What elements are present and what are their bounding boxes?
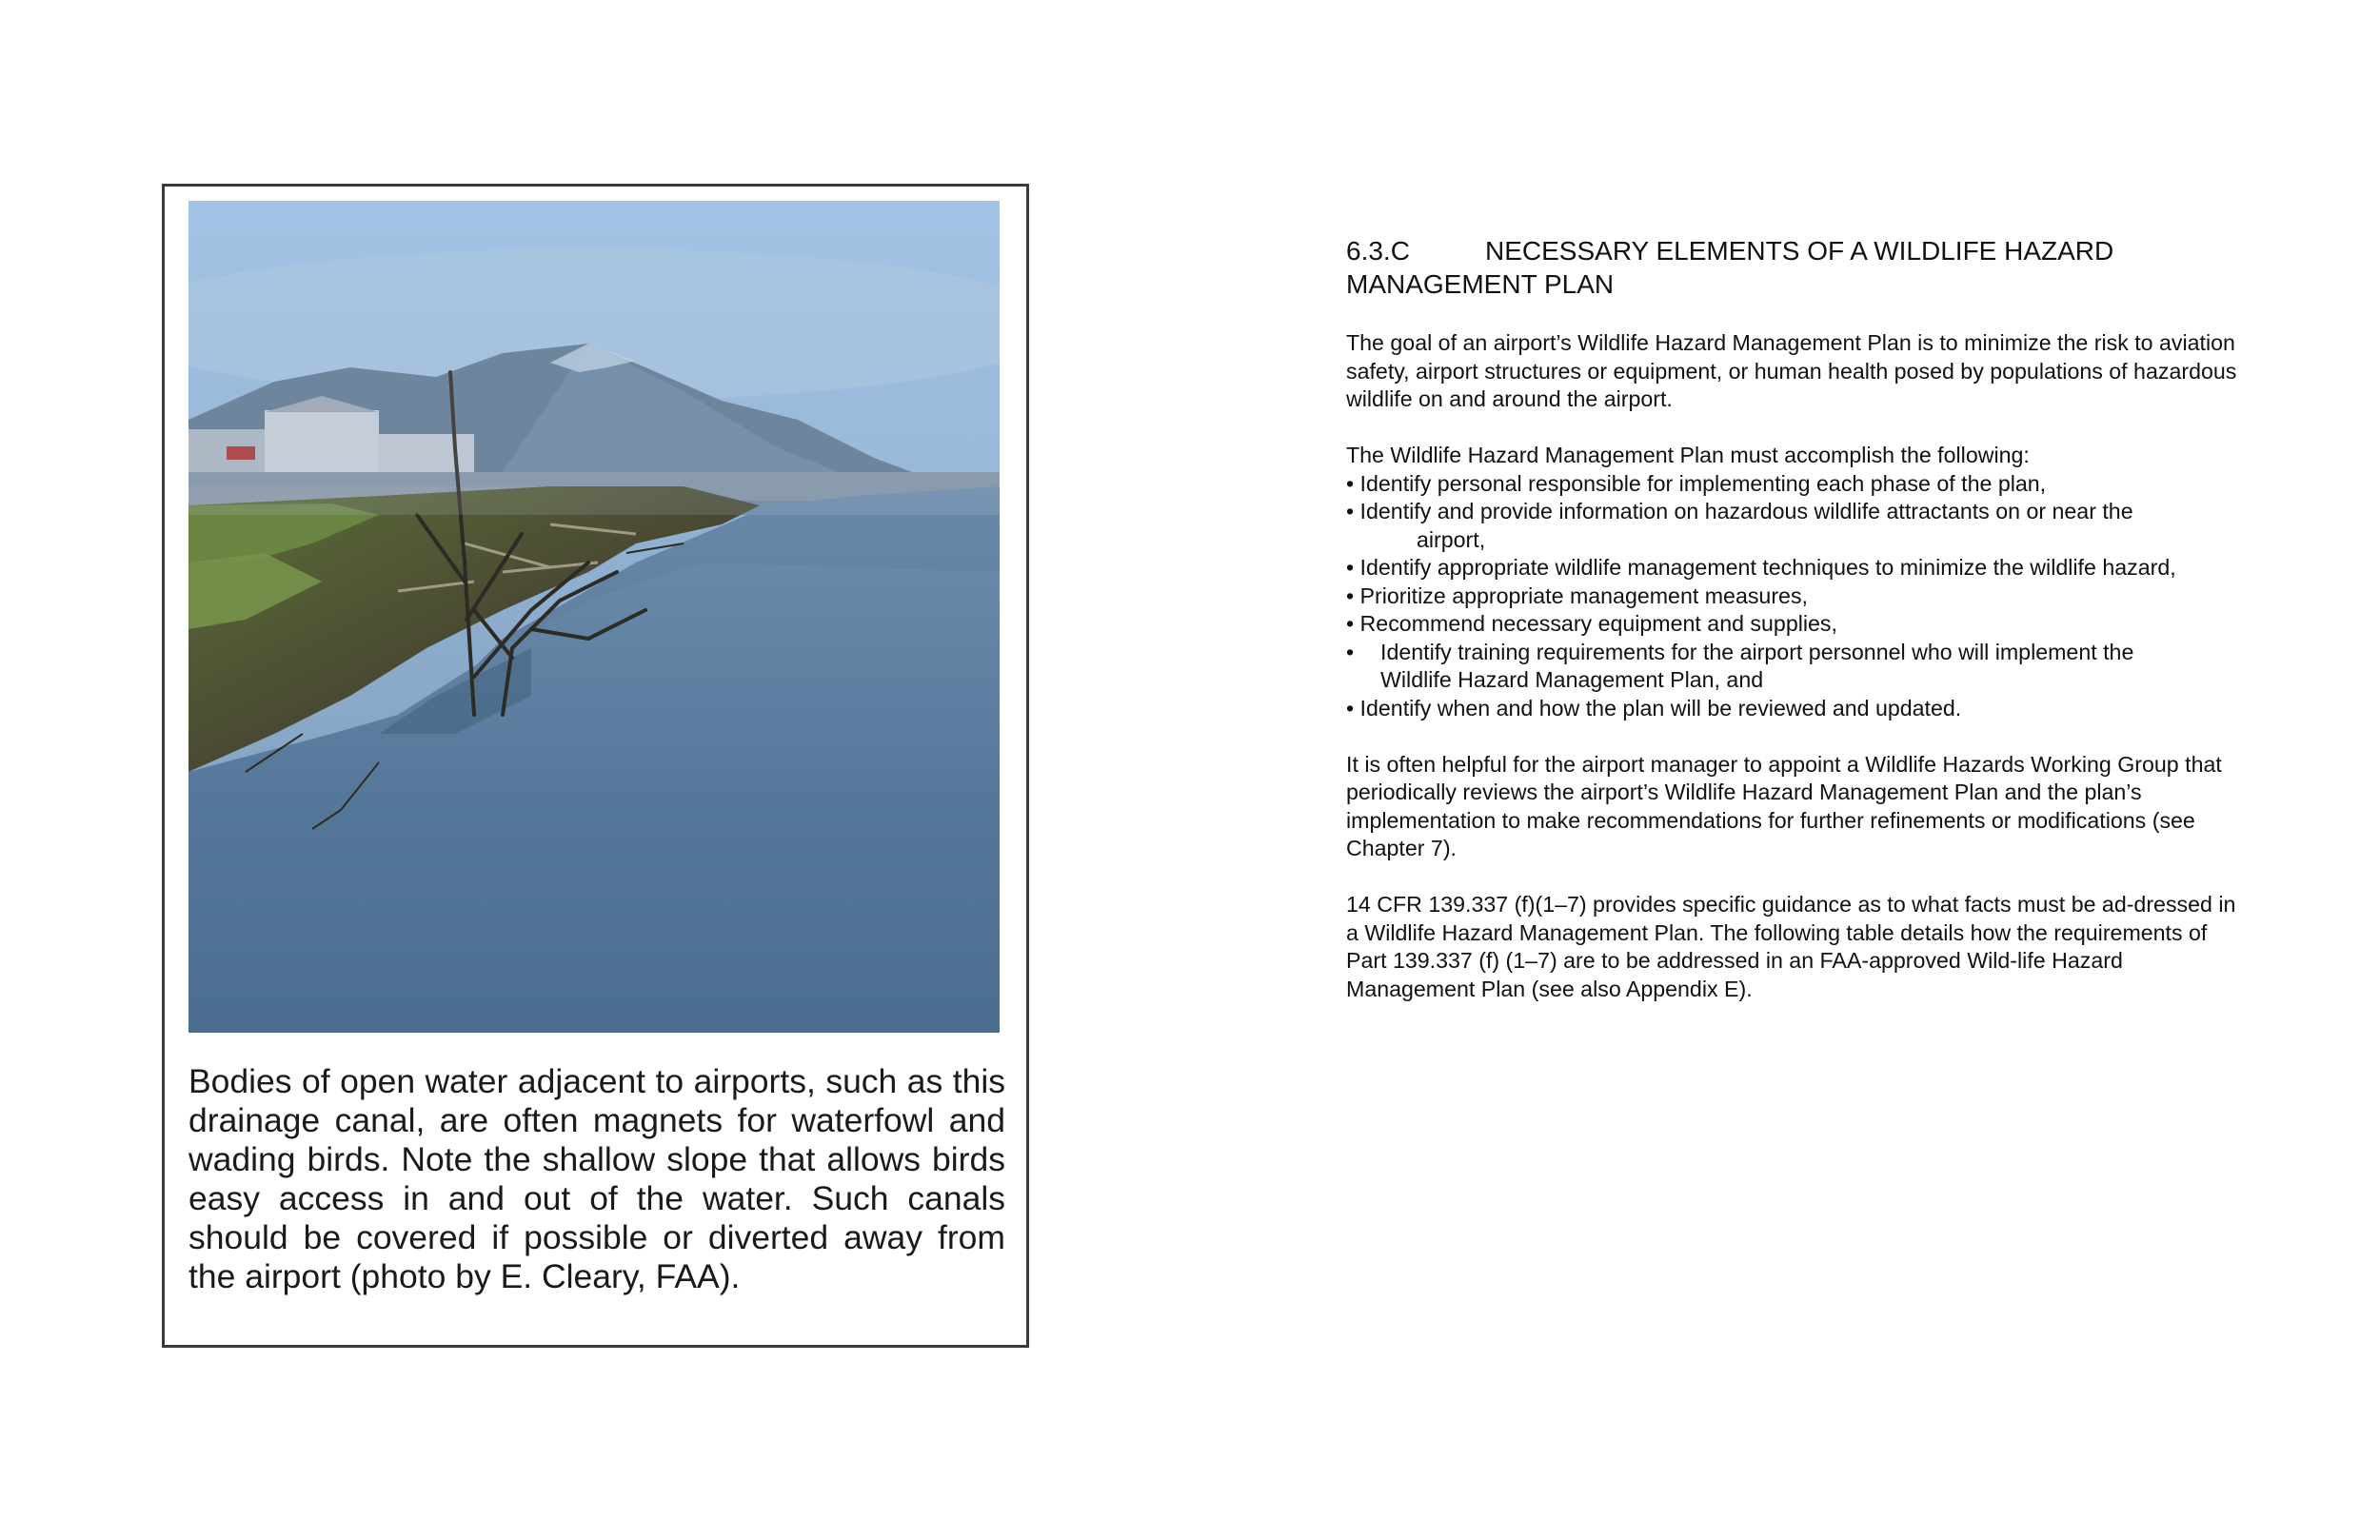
- list-item: • Identify appropriate wildlife management techniques to minimize the wildlife hazard,: [1346, 555, 2176, 580]
- list-intro: The Wildlife Hazard Management Plan must accomplish the following:: [1346, 443, 2030, 467]
- intro-paragraph: The goal of an airport’s Wildlife Hazard Management Plan is to minimize the risk to aviation safety, airport structures or equipment, or human health posed by populations of hazardous wildlife on and around the airport.: [1346, 330, 2237, 411]
- list-item: • Identify personal responsible for implementing each phase of the plan,: [1346, 470, 2047, 496]
- figure-caption: Bodies of open water adjacent to airports, such as this drainage canal, are often magnets for waterfowl and wading birds. Note the shallow slope that allows birds easy access in and out of the water. Such canals should be covered if possible or diverted away from the airport (photo by E. Cleary, FAA).: [188, 1062, 1005, 1295]
- list-item: • Identify training requirements for the airport personnel who will implement the Wildlife Hazard Management Plan, and: [1346, 639, 2134, 692]
- list-item: • Recommend necessary equipment and supplies,: [1346, 611, 1837, 636]
- document-section: [1346, 234, 2241, 1032]
- section-number: 6.3.C: [1346, 236, 1410, 266]
- cfr-paragraph: 14 CFR 139.337 (f)(1–7) provides specific guidance as to what facts must be ad-dressed in a Wildlife Hazard Management Plan. The following table details how the requirements of Part 139.337 (f) (1–7) are to be addressed in an FAA-approved Wild-life Hazard Management Plan (see also Appendix E).: [1346, 892, 2236, 1001]
- section-title-line2: MANAGEMENT PLAN: [1346, 269, 1615, 299]
- list-item: • Identify when and how the plan will be reviewed and updated.: [1346, 695, 1962, 721]
- working-group-paragraph: It is often helpful for the airport manager to appoint a Wildlife Hazards Working Group that periodically reviews the airport’s Wildlife Hazard Management Plan and the plan’s implementation to make recommendations for further refinements or modifications (see Chapter 7).: [1346, 751, 2222, 860]
- section-heading: [1346, 234, 2241, 301]
- list-item: • Prioritize appropriate management measures,: [1346, 582, 1808, 608]
- requirements-list: [1346, 470, 2241, 723]
- figure-frame: [162, 184, 1029, 1348]
- section-title-line1: NECESSARY ELEMENTS OF A WILDLIFE HAZARD: [1485, 236, 2114, 266]
- drainage-canal-photo: [188, 201, 1000, 1033]
- list-item: • Identify and provide information on hazardous wildlife attractants on or near the airport,: [1346, 499, 2133, 552]
